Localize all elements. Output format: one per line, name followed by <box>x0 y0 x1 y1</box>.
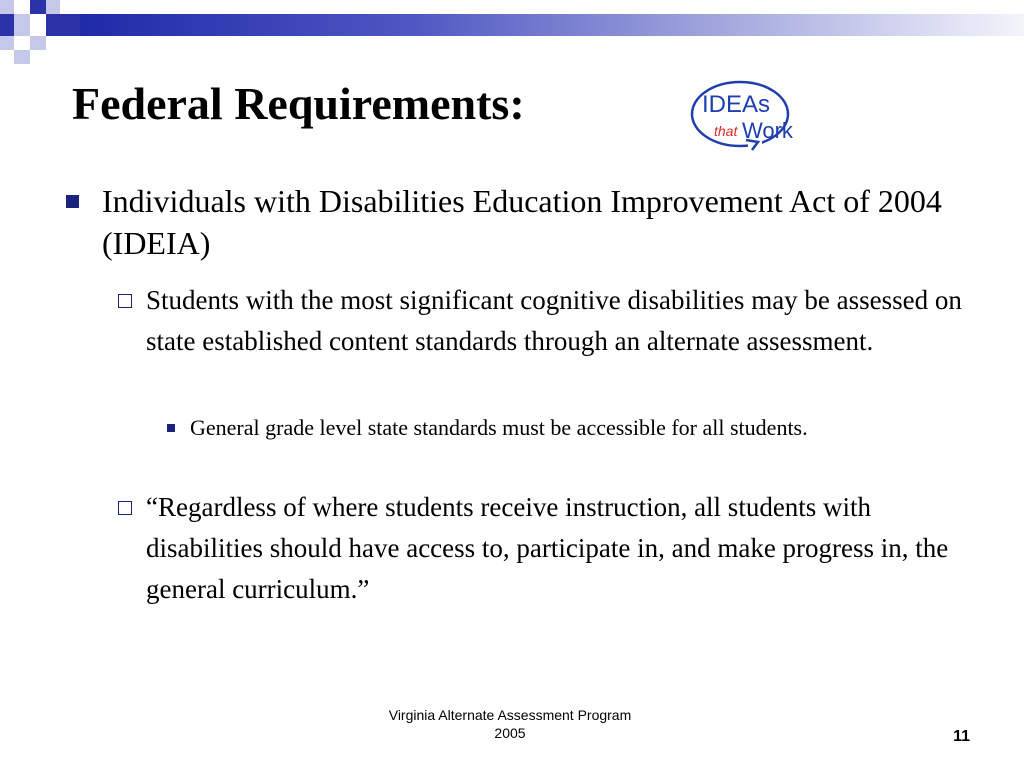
small-square-bullet-icon <box>167 424 175 432</box>
logo-line1: IDEAs <box>702 91 771 118</box>
square-bullet-icon <box>66 195 79 208</box>
bullet-level3-standards: General grade level state standards must be accessible for all students. <box>190 415 808 440</box>
page-number: 11 <box>953 728 970 745</box>
logo-line2b: Work <box>742 118 793 143</box>
ideas-that-work-logo <box>688 72 804 156</box>
hollow-square-bullet-icon <box>118 501 132 515</box>
footer-line2: 2005 <box>494 725 526 741</box>
corner-decoration <box>0 0 80 80</box>
slide-footer <box>340 706 680 742</box>
footer-line1: Virginia Alternate Assessment Program <box>388 707 632 723</box>
slide-title: Federal Requirements: <box>72 78 525 129</box>
bullet-level2-quote: “Regardless of where students receive instruction, all students with disabilities should have access to, participate in, and make progress in, the general curriculum.” <box>146 492 949 604</box>
bullet-level2-students: Students with the most significant cognitive disabilities may be assessed on state established content standards through an alternate assessment. <box>146 285 962 356</box>
header-gradient-bar <box>80 14 1024 36</box>
hollow-square-bullet-icon <box>118 294 132 308</box>
bullet-level1: Individuals with Disabilities Education Improvement Act of 2004 (IDEIA) <box>102 183 942 261</box>
logo-line2a: that <box>714 123 738 139</box>
